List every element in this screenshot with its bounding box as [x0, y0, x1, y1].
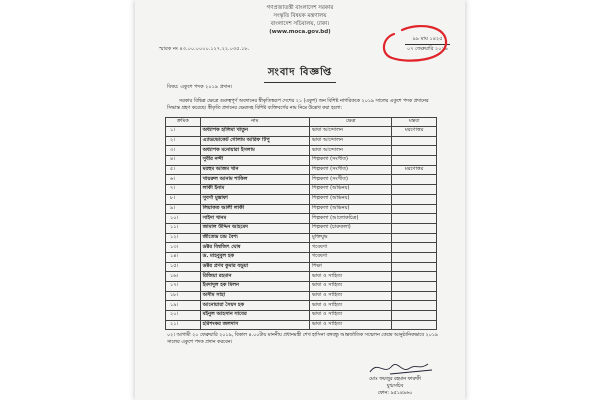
cell-field: ভাষা আন্দোলন	[309, 146, 391, 156]
cell-name: সুবর্ণা মুস্তাফা	[200, 194, 309, 204]
cell-remark	[392, 204, 437, 214]
memo-number: স্মারক নং ৪৩.০০.০০০০.১২৭.২২.০৩৫.১৮.	[159, 46, 250, 52]
ceremony-paragraph: ০২। আগামী ২০ ফেব্রুয়ারি ২০১৯, বিকাল ৪.০০টায় মাননীয় প্রধানমন্ত্রী শেখ হাসিনা বঙ্গবন্ধু আন্তর্জাতিক সম্মেলন কেন্দ্রে আনুষ্ঠানিকভাবে ২০১৯ সালের একুশে পদক প্রদান করবেন।	[167, 333, 439, 345]
cell-remark	[392, 185, 437, 195]
cell-serial: ১৫।	[166, 262, 201, 272]
cell-serial: ৫।	[166, 165, 201, 175]
english-date: ০৭ ফেব্রুয়ারি ২০১৯	[406, 46, 449, 52]
table-row	[166, 282, 437, 292]
table-row	[166, 233, 437, 243]
cell-field: ভাষা ও সাহিত্য	[309, 311, 391, 321]
table-row	[166, 320, 437, 330]
cell-remark	[392, 291, 437, 301]
cell-field: শিল্পকলা (অভিনয়)	[309, 194, 391, 204]
table-row	[166, 165, 437, 175]
cell-name: লিয়াকত আলী লাকী	[200, 204, 309, 214]
press-release-document	[135, 0, 465, 400]
table-row	[166, 175, 437, 185]
cell-field: শিল্পকলা (সংগীত)	[309, 175, 391, 185]
website-url: (www.moca.gov.bd)	[269, 29, 331, 35]
cell-serial: ৩।	[166, 146, 201, 156]
cell-serial: ১৬।	[166, 272, 201, 282]
cell-field: মুক্তিযুদ্ধ	[309, 233, 391, 243]
cell-serial: ১৩।	[166, 243, 201, 253]
cell-field: শিল্পকলা (চারুকলা)	[309, 223, 391, 233]
govt-line: গণপ্রজাতন্ত্রী বাংলাদেশ সরকার	[266, 5, 334, 11]
cell-serial: ১০।	[166, 214, 201, 224]
table-row	[166, 252, 437, 262]
cell-remark	[392, 233, 437, 243]
signatory-name: মোঃ ফয়জুর রহমান ফারুকী	[369, 377, 421, 382]
cell-serial: ১।	[166, 127, 201, 137]
cell-field: শিল্পকলা (সংগীত)	[309, 165, 391, 175]
cell-serial: ৪।	[166, 156, 201, 166]
cell-name: অধ্যাপক হালিমা খাতুন	[200, 127, 309, 137]
cell-name: সাইদা খানম	[200, 214, 309, 224]
cell-name: হরিশংকর জলদাস	[200, 320, 309, 330]
cell-name: ডক্টর বিশ্বজিৎ ঘোষ	[200, 243, 309, 253]
cell-name: এ্যাডভোকেট গোলাম আরিফ টিপু	[200, 136, 309, 146]
cell-remark: মরণোত্তর	[392, 127, 437, 137]
cell-serial: ১৯।	[166, 301, 201, 311]
table-row	[166, 311, 437, 321]
cell-serial: ৮।	[166, 194, 201, 204]
table-row	[166, 185, 437, 195]
cell-remark	[392, 243, 437, 253]
table-row	[166, 291, 437, 301]
intro-paragraph: সরকার বিভিন্ন ক্ষেত্রে গুরুত্বপূর্ণ অবদানের স্বীকৃতিস্বরূপ দেশের ২১ (একুশ) জন বিশিষ্ট নাগরিককে ২০১৯ সালের একুশে পদক প্রদানের সিদ্ধান্ত গ্রহণ করেছে। স্বীকৃতি প্রদানের ক্ষেত্রসহ বিশিষ্ট ব্যক্তিবর্গের নাম নিম্নে উল্লেখ করা হলো:	[167, 99, 429, 111]
cell-name: মরহুম আজম খান	[200, 165, 309, 175]
red-highlight-circle	[380, 24, 450, 64]
table-row	[166, 243, 437, 253]
signatory-designation: যুগ্মসচিব	[386, 384, 404, 389]
cell-field: গবেষণা	[309, 243, 391, 253]
cell-name: আনোয়ারা সৈয়দ হক	[200, 301, 309, 311]
cell-name: সুবীর নন্দী	[200, 156, 309, 166]
cell-field: গবেষণা	[309, 252, 391, 262]
cell-serial: ৭।	[166, 185, 201, 195]
signatory-phone: ফোন: ৯৫১৪৯৬০	[377, 391, 413, 396]
table-header-row	[166, 118, 437, 127]
cell-name: অধ্যাপক মনোয়ারা ইসলাম	[200, 146, 309, 156]
cell-field: ভাষা ও সাহিত্য	[309, 272, 391, 282]
cell-name: ইমদাদুল হক মিলন	[200, 282, 309, 292]
cell-remark	[392, 146, 437, 156]
cell-serial: ২।	[166, 136, 201, 146]
table-row	[166, 156, 437, 166]
cell-remark	[392, 136, 437, 146]
table-row	[166, 204, 437, 214]
cell-name: লাকী ইনাম	[200, 185, 309, 195]
bangla-date: ৯৯ মাঘ ১৪২৫	[405, 35, 450, 45]
cell-field: শিল্পকলা (আলোকচিত্র)	[309, 214, 391, 224]
cell-remark	[392, 320, 437, 330]
table-row	[166, 301, 437, 311]
cell-name: ড. মাহবুবুল হক	[200, 252, 309, 262]
cell-serial: ১৭।	[166, 282, 201, 292]
cell-field: শিল্পকলা (সংগীত)	[309, 156, 391, 166]
col-serial: ক্রমিক	[166, 118, 201, 127]
cell-serial: ১১।	[166, 223, 201, 233]
secretariat-line: বাংলাদেশ সচিবালয়, ঢাকা।	[270, 21, 330, 27]
cell-name: অসীম সাহা	[200, 291, 309, 301]
cell-serial: ২০।	[166, 311, 201, 321]
cell-serial: ২১।	[166, 320, 201, 330]
table-row	[166, 136, 437, 146]
cell-name: রিজিয়া রহমান	[200, 272, 309, 282]
signatory-block	[340, 376, 450, 397]
cell-field: ভাষা ও সাহিত্য	[309, 301, 391, 311]
cell-remark	[392, 262, 437, 272]
cell-field: শিক্ষা	[309, 262, 391, 272]
cell-remark	[392, 214, 437, 224]
cell-name: ডক্টর প্রণব কুমার বড়ুয়া	[200, 262, 309, 272]
table-row	[166, 214, 437, 224]
subject-line: বিষয়: একুশে পদক ২০১৯ প্রদান।	[167, 84, 233, 90]
cell-remark	[392, 311, 437, 321]
col-remark: মন্তব্য	[392, 118, 437, 127]
cell-remark	[392, 252, 437, 262]
table-row	[166, 272, 437, 282]
cell-serial: ৬।	[166, 175, 201, 185]
cell-field: ভাষা ও সাহিত্য	[309, 291, 391, 301]
table-row	[166, 223, 437, 233]
cell-name: জীতেন্দ্র চন্দ্র বৈশ্য	[200, 233, 309, 243]
ministry-line: সংস্কৃতি বিষয়ক মন্ত্রণালয়	[273, 13, 327, 19]
cell-field: শিল্পকলা (অভিনয়)	[309, 204, 391, 214]
col-name: নাম	[200, 118, 309, 127]
cell-remark	[392, 223, 437, 233]
table-row	[166, 146, 437, 156]
cell-serial: ১৪।	[166, 252, 201, 262]
col-field: ক্ষেত্র	[309, 118, 391, 127]
cell-field: ভাষা ও সাহিত্য	[309, 282, 391, 292]
table-row	[166, 262, 437, 272]
cell-remark	[392, 175, 437, 185]
cell-field: ভাষা ও সাহিত্য	[309, 320, 391, 330]
cell-name: জামাল উদ্দিন আহমেদ	[200, 223, 309, 233]
cell-field: ভাষা আন্দোলন	[309, 136, 391, 146]
cell-remark	[392, 194, 437, 204]
cell-field: শিল্পকলা (অভিনয়)	[309, 185, 391, 195]
page-title: সংবাদ বিজ্ঞপ্তি	[135, 65, 465, 83]
signature	[350, 358, 450, 378]
table-row	[166, 194, 437, 204]
table-row	[166, 127, 437, 137]
cell-remark	[392, 272, 437, 282]
cell-remark: মরণোত্তর	[392, 165, 437, 175]
cell-remark	[392, 282, 437, 292]
cell-remark	[392, 156, 437, 166]
cell-serial: ১২।	[166, 233, 201, 243]
cell-name: খায়রুল আনাম শাকিল	[200, 175, 309, 185]
cell-serial: ৯।	[166, 204, 201, 214]
awardees-table	[165, 117, 437, 330]
cell-name: মইনুল আহসান সাবের	[200, 311, 309, 321]
cell-remark	[392, 301, 437, 311]
cell-field: ভাষা আন্দোলন	[309, 127, 391, 137]
cell-serial: ১৮।	[166, 291, 201, 301]
